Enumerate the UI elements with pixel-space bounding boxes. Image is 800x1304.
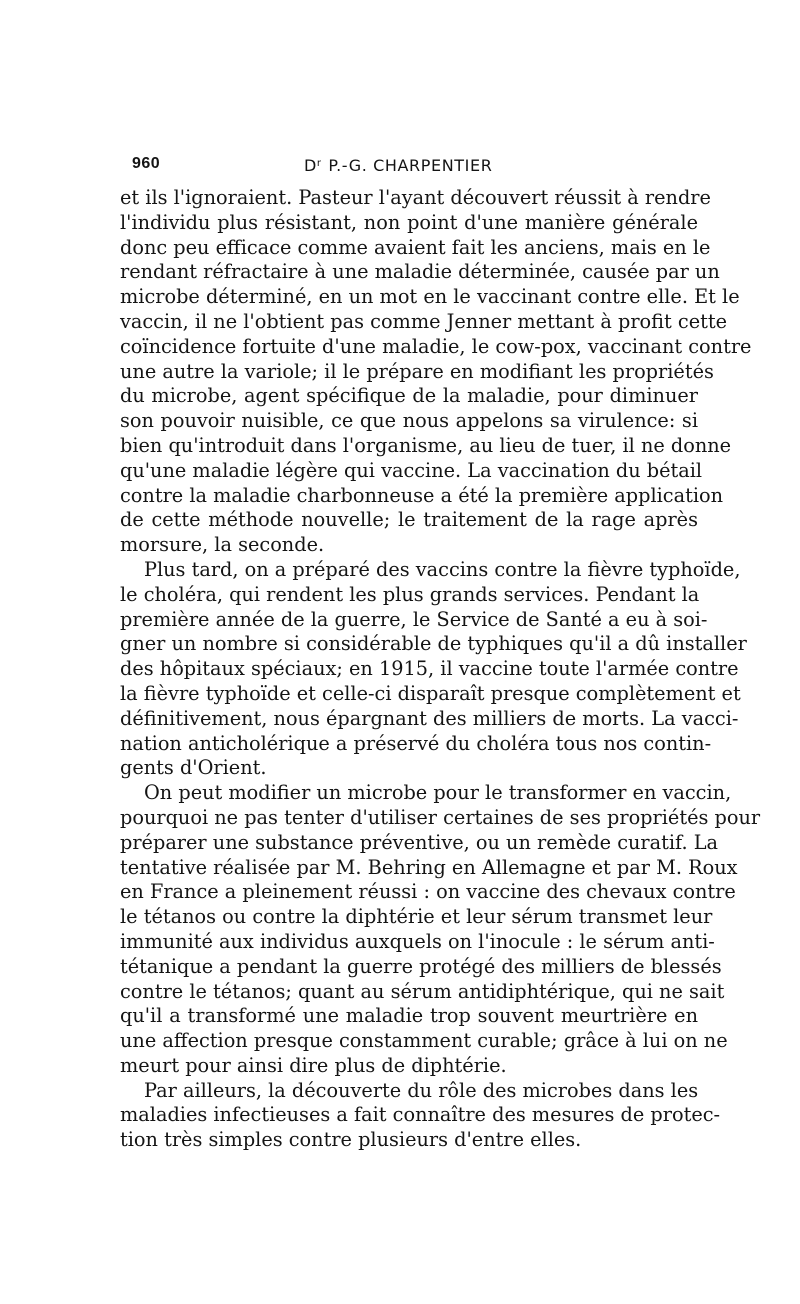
text-line: tentative réalisée par M. Behring en Allemagne et par M. Roux [120, 855, 738, 879]
text-line: On peut modifier un microbe pour le transformer en vaccin, [144, 781, 732, 805]
text-line: vaccin, il ne l'obtient pas comme Jenner mettant à profit cette [120, 309, 728, 333]
author-name: P.-G. CHARPENTIER [322, 156, 493, 175]
text-line: immunité aux individus auxquels on l'inocule : le sérum anti- [120, 929, 715, 953]
text-line: maladies infectieuses a fait connaître des mesures de protec- [120, 1103, 721, 1127]
text-line: nation anticholérique a préservé du choléra tous nos contin- [120, 731, 712, 755]
text-line: le choléra, qui rendent les plus grands services. Pendant la [120, 582, 700, 606]
text-line: coïncidence fortuite d'une maladie, le cow-pox, vaccinant contre [120, 334, 752, 358]
running-title [304, 156, 492, 175]
text-line: meurt pour ainsi dire plus de diphtérie. [120, 1053, 507, 1077]
text-line: une autre la variole; il le prépare en modifiant les propriétés [120, 359, 714, 383]
text-line: Plus tard, on a préparé des vaccins contre la fièvre typhoïde, [144, 557, 741, 581]
text-line: du microbe, agent spécifique de la maladie, pour diminuer [120, 384, 698, 408]
text-line: le tétanos ou contre la diphtérie et leur sérum transmet leur [120, 905, 713, 929]
paragraph [120, 557, 747, 781]
text-line: contre la maladie charbonneuse a été la première application [120, 483, 724, 507]
paragraph [120, 781, 761, 1079]
paragraph [120, 186, 752, 558]
text-line: qu'il a transformé une maladie trop souvent meurtrière en [120, 1004, 698, 1028]
text-line: une affection presque constamment curable; grâce à lui on ne [120, 1029, 728, 1053]
text-line: morsure, la seconde. [120, 533, 325, 557]
text-line: tétanique a pendant la guerre protégé des milliers de blessés [120, 954, 722, 978]
text-line: l'individu plus résistant, non point d'une manière générale [120, 210, 698, 234]
text-line: microbe déterminé, en un mot en le vaccinant contre elle. Et le [120, 285, 740, 309]
text-line: son pouvoir nuisible, ce que nous appelons sa virulence: si [120, 409, 698, 433]
text-line: Par ailleurs, la découverte du rôle des microbes dans les [144, 1078, 699, 1102]
text-line: qu'une maladie légère qui vaccine. La vaccination du bétail [120, 458, 703, 482]
paragraph [120, 1078, 721, 1153]
text-line: tion très simples contre plusieurs d'entre elles. [120, 1128, 582, 1152]
text-line: pourquoi ne pas tenter d'utiliser certaines de ses propriétés pour [120, 805, 761, 829]
text-line: de cette méthode nouvelle; le traitement de la rage après [120, 508, 698, 532]
text-line: en France a pleinement réussi : on vaccine des chevaux contre [120, 880, 736, 904]
author-prefix-superscript: r [316, 158, 322, 169]
text-line: définitivement, nous épargnant des milliers de morts. La vacci- [120, 706, 739, 730]
text-line: des hôpitaux spéciaux; en 1915, il vaccine toute l'armée contre [120, 657, 739, 681]
text-line: préparer une substance préventive, ou un remède curatif. La [120, 830, 719, 854]
running-head [126, 152, 696, 180]
text-line: contre le tétanos; quant au sérum antidiphtérique, qui ne sait [120, 979, 725, 1003]
text-line: gner un nombre si considérable de typhiques qu'il a dû installer [120, 632, 747, 656]
text-line: donc peu efficace comme avaient fait les anciens, mais en le [120, 235, 711, 259]
body-text [120, 186, 761, 1153]
text-line: gents d'Orient. [120, 756, 267, 780]
text-line: la fièvre typhoïde et celle-ci disparaît presque complètement et [120, 681, 741, 705]
text-line: bien qu'introduit dans l'organisme, au lieu de tuer, il ne donne [120, 433, 732, 457]
text-line: et ils l'ignoraient. Pasteur l'ayant découvert réussit à rendre [120, 186, 711, 209]
author-prefix: D [304, 156, 317, 175]
text-line: rendant réfractaire à une maladie déterminée, causée par un [120, 260, 720, 284]
page-number: 960 [132, 155, 161, 172]
text-line: première année de la guerre, le Service de Santé a eu à soi- [120, 607, 708, 631]
